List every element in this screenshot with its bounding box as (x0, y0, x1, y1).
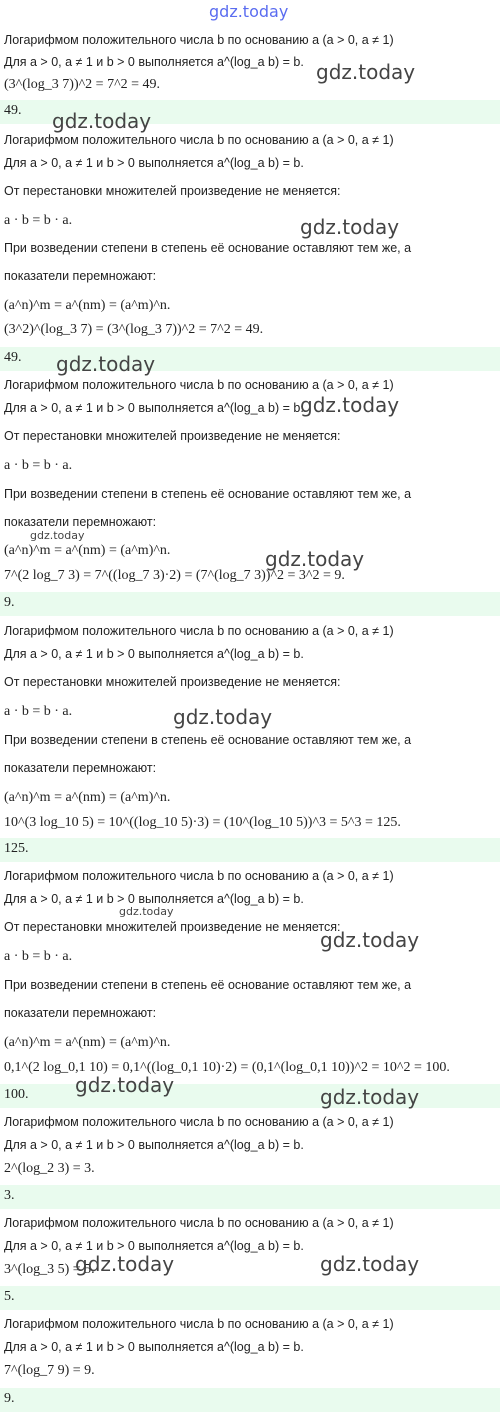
rule-power-text: При возведении степени в степень её основание оставляют тем же, а (4, 978, 412, 992)
site-watermark: gdz.today (320, 1252, 420, 1276)
answer-row (0, 1388, 500, 1412)
rule-log-condition: Для a > 0, a ≠ 1 и b > 0 выполняется a^(log_a b) = b. (4, 401, 304, 415)
commutative-formula: a · b = b · a. (4, 458, 73, 473)
rule-commutative-text: От перестановки множителей произведение не меняется: (4, 920, 341, 934)
answer-value: 100. (4, 1087, 29, 1102)
commutative-formula: a · b = b · a. (4, 949, 73, 964)
power-formula: (a^n)^m = a^(nm) = (a^m)^n. (4, 543, 171, 558)
site-watermark: gdz.today (56, 352, 156, 376)
answer-value: 3. (4, 1188, 15, 1203)
commutative-formula: a · b = b · a. (4, 213, 73, 228)
rule-power-text: При возведении степени в степень её основание оставляют тем же, а (4, 241, 412, 255)
answer-value: 125. (4, 841, 29, 856)
rule-power-text: При возведении степени в степень её основание оставляют тем же, а (4, 487, 412, 501)
rule-log-text: Логарифмом положительного числа b по основанию a (a > 0, a ≠ 1) (4, 1115, 394, 1129)
rule-log-condition: Для a > 0, a ≠ 1 и b > 0 выполняется a^(log_a b) = b. (4, 1138, 304, 1152)
rule-power-text-2: показатели перемножают: (4, 1006, 157, 1020)
site-watermark: gdz.today (52, 109, 152, 133)
power-formula: (a^n)^m = a^(nm) = (a^m)^n. (4, 790, 171, 805)
rule-power-text-2: показатели перемножают: (4, 269, 157, 283)
calculation: 10^(3 log_10 5) = 10^((log_10 5)·3) = (10^(log_10 5))^3 = 5^3 = 125. (4, 815, 401, 830)
rule-commutative-text: От перестановки множителей произведение не меняется: (4, 184, 341, 198)
calculation: 2^(log_2 3) = 3. (4, 1161, 95, 1176)
site-watermark-small: gdz.today (119, 905, 174, 918)
site-watermark: gdz.today (320, 1085, 420, 1109)
rule-log-text: Логарифмом положительного числа b по основанию a (a > 0, a ≠ 1) (4, 1317, 394, 1331)
site-watermark: gdz.today (173, 705, 273, 729)
answer-value: 5. (4, 1289, 15, 1304)
site-watermark-small: gdz.today (30, 529, 85, 542)
commutative-formula: a · b = b · a. (4, 704, 73, 719)
rule-log-condition: Для a > 0, a ≠ 1 и b > 0 выполняется a^(log_a b) = b. (4, 1239, 304, 1253)
site-watermark: gdz.today (75, 1252, 175, 1276)
rule-power-text-2: показатели перемножают: (4, 515, 157, 529)
answer-value: 49. (4, 103, 22, 118)
answer-value: 9. (4, 595, 15, 610)
calculation: 7^(log_7 9) = 9. (4, 1363, 95, 1378)
power-formula: (a^n)^m = a^(nm) = (a^m)^n. (4, 298, 171, 313)
rule-log-condition: Для a > 0, a ≠ 1 и b > 0 выполняется a^(log_a b) = b. (4, 1340, 304, 1354)
site-watermark-top: gdz.today (209, 2, 289, 21)
answer-row (0, 1286, 500, 1310)
calculation: (3^(log_3 7))^2 = 7^2 = 49. (4, 77, 161, 92)
rule-commutative-text: От перестановки множителей произведение не меняется: (4, 675, 341, 689)
answer-value: 9. (4, 1391, 15, 1406)
site-watermark: gdz.today (265, 547, 365, 571)
calculation: (3^2)^(log_3 7) = (3^(log_3 7))^2 = 7^2 = 49. (4, 322, 264, 337)
rule-log-text: Логарифмом положительного числа b по основанию a (a > 0, a ≠ 1) (4, 1216, 394, 1230)
site-watermark: gdz.today (320, 928, 420, 952)
answer-row (0, 1185, 500, 1209)
site-watermark: gdz.today (300, 393, 400, 417)
site-watermark: gdz.today (75, 1073, 175, 1097)
answer-value: 49. (4, 350, 22, 365)
power-formula: (a^n)^m = a^(nm) = (a^m)^n. (4, 1035, 171, 1050)
rule-log-condition: Для a > 0, a ≠ 1 и b > 0 выполняется a^(log_a b) = b. (4, 55, 304, 69)
rule-log-text: Логарифмом положительного числа b по основанию a (a > 0, a ≠ 1) (4, 133, 394, 147)
site-watermark: gdz.today (316, 60, 416, 84)
answer-row (0, 592, 500, 616)
rule-log-text: Логарифмом положительного числа b по основанию a (a > 0, a ≠ 1) (4, 624, 394, 638)
site-watermark: gdz.today (300, 215, 400, 239)
rule-log-text: Логарифмом положительного числа b по основанию a (a > 0, a ≠ 1) (4, 33, 394, 47)
rule-power-text-2: показатели перемножают: (4, 761, 157, 775)
answer-row (0, 838, 500, 862)
rule-power-text: При возведении степени в степень её основание оставляют тем же, а (4, 733, 412, 747)
calculation: 3^(log_3 5) = 5. (4, 1262, 95, 1277)
calculation: 7^(2 log_7 3) = 7^((log_7 3)·2) = (7^(log_7 3))^2 = 3^2 = 9. (4, 568, 345, 583)
rule-log-condition: Для a > 0, a ≠ 1 и b > 0 выполняется a^(log_a b) = b. (4, 156, 304, 170)
rule-log-text: Логарифмом положительного числа b по основанию a (a > 0, a ≠ 1) (4, 378, 394, 392)
calculation: 0,1^(2 log_0,1 10) = 0,1^((log_0,1 10)·2) = (0,1^(log_0,1 10))^2 = 10^2 = 100. (4, 1060, 450, 1075)
rule-log-condition: Для a > 0, a ≠ 1 и b > 0 выполняется a^(log_a b) = b. (4, 647, 304, 661)
rule-log-condition: Для a > 0, a ≠ 1 и b > 0 выполняется a^(log_a b) = b. (4, 892, 304, 906)
rule-log-text: Логарифмом положительного числа b по основанию a (a > 0, a ≠ 1) (4, 869, 394, 883)
rule-commutative-text: От перестановки множителей произведение не меняется: (4, 429, 341, 443)
